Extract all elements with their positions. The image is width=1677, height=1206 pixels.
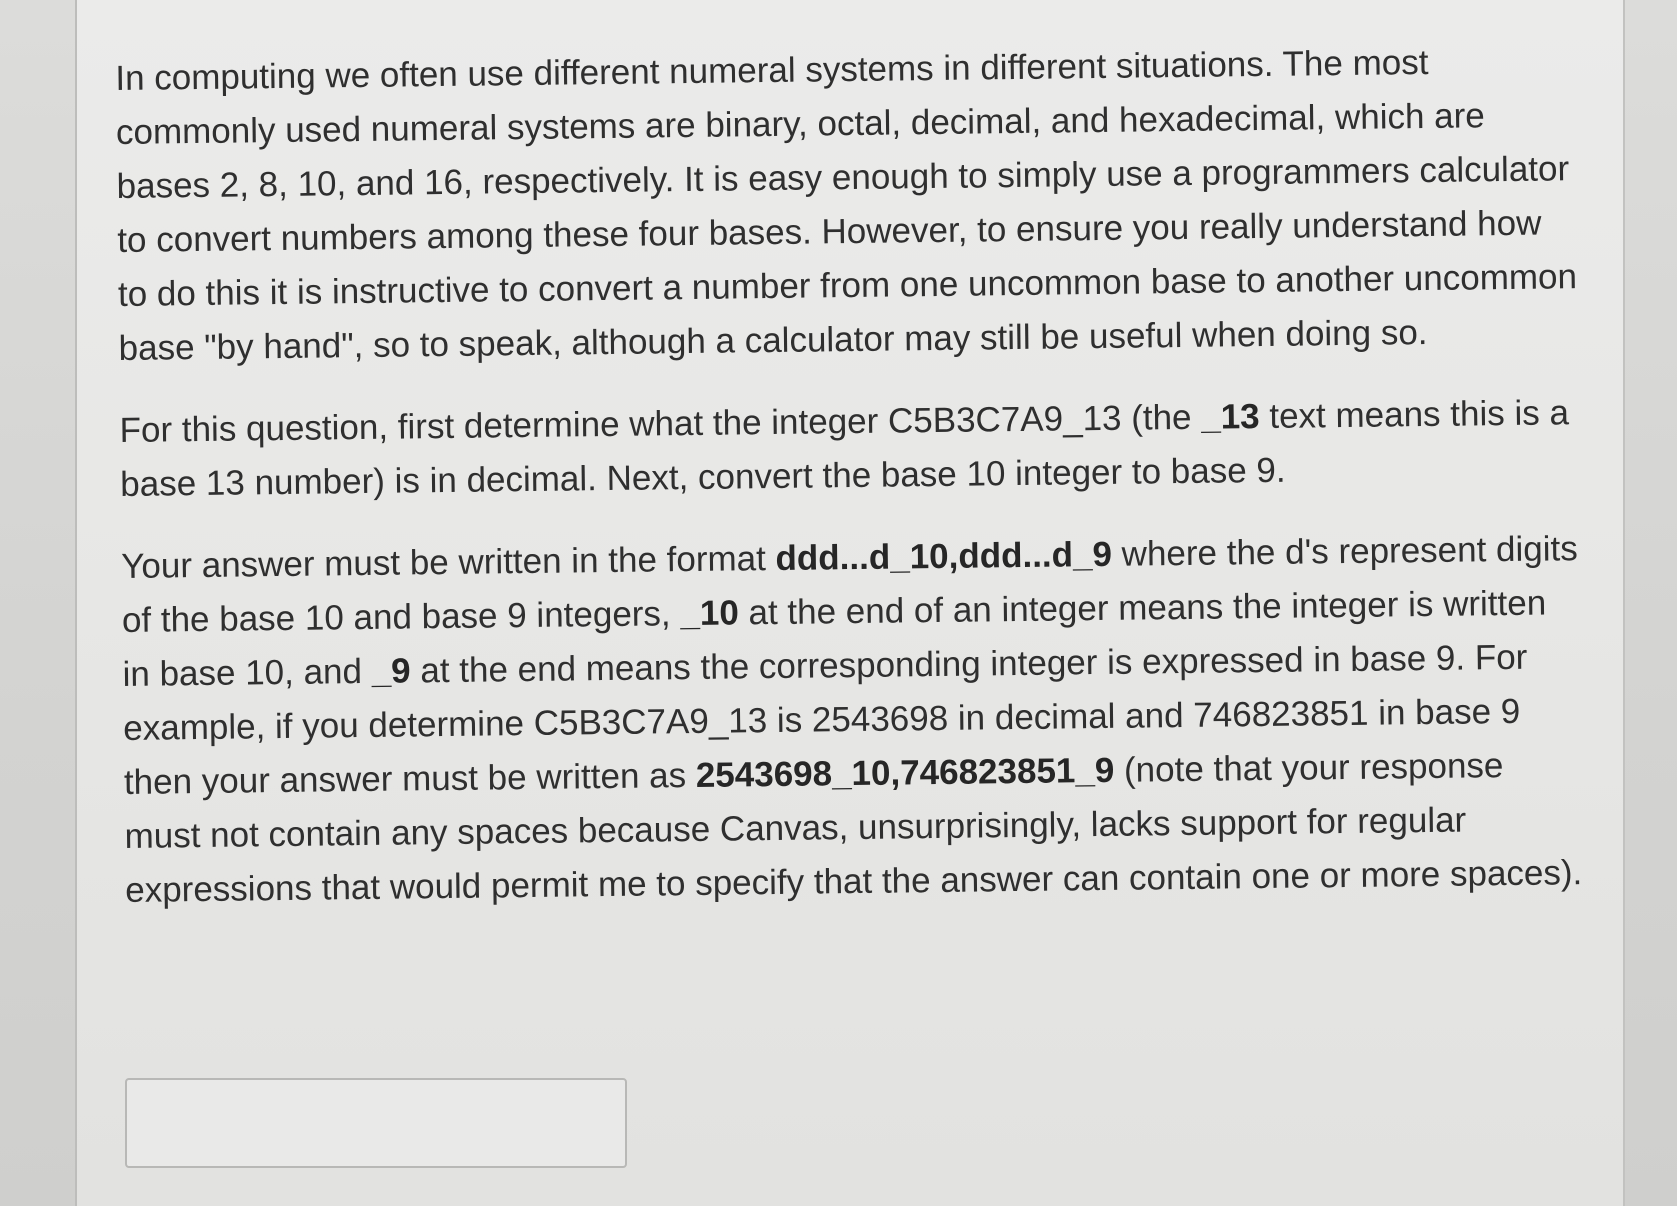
format-text-5: (note that your response must not contain any spaces because Canvas, unsurprisingly, lacks support for regular expressions that would permit me to specify that the answer can contain one or more spaces). bbox=[124, 746, 1583, 910]
format-bold-pattern: ddd...d_10,ddd...d_9 bbox=[775, 534, 1113, 578]
format-text-4: at the end means the corresponding integer is expressed in base 9. For example, if you determine C5B3C7A9_13 is 2543698 in decimal and 746823851 in base 9 then your answer must be written as bbox=[123, 637, 1528, 802]
format-paragraph bbox=[121, 522, 1586, 918]
format-bold-example: 2543698_10,746823851_9 bbox=[695, 750, 1115, 795]
intro-paragraph bbox=[115, 34, 1579, 376]
task-text-2: text means this is a base 13 number) is in decimal. Next, convert the base 10 integer to base 9. bbox=[120, 393, 1570, 504]
format-text-1: Your answer must be written in the format bbox=[121, 538, 776, 586]
format-text-2: where the d's represent digits of the base 10 and base 9 integers, bbox=[121, 529, 1578, 640]
format-text-3: at the end of an integer means the integer is written in base 10, and bbox=[122, 583, 1547, 694]
task-paragraph bbox=[119, 386, 1580, 512]
task-text-1: For this question, first determine what the integer C5B3C7A9_13 (the bbox=[119, 397, 1202, 450]
intro-text: In computing we often use different numeral systems in different situations. The most commonly used numeral systems are binary, octal, decimal, and hexadecimal, which are bases 2, 8, 10, and 16, respectively. It is easy enough to simply use a programmers calculator to convert numbers among these four bases. However, to ensure you really understand how to do this it is instructive to convert a number from one uncommon base to another uncommon base "by hand", so to speak, although a calculator may still be useful when doing so. bbox=[115, 42, 1578, 368]
answer-input[interactable] bbox=[125, 1078, 627, 1168]
format-bold-base9: _9 bbox=[371, 651, 411, 691]
format-bold-base10: _10 bbox=[680, 593, 740, 634]
question-text bbox=[115, 34, 1586, 946]
task-bold-suffix: _13 bbox=[1200, 397, 1260, 437]
question-panel bbox=[75, 0, 1625, 1206]
